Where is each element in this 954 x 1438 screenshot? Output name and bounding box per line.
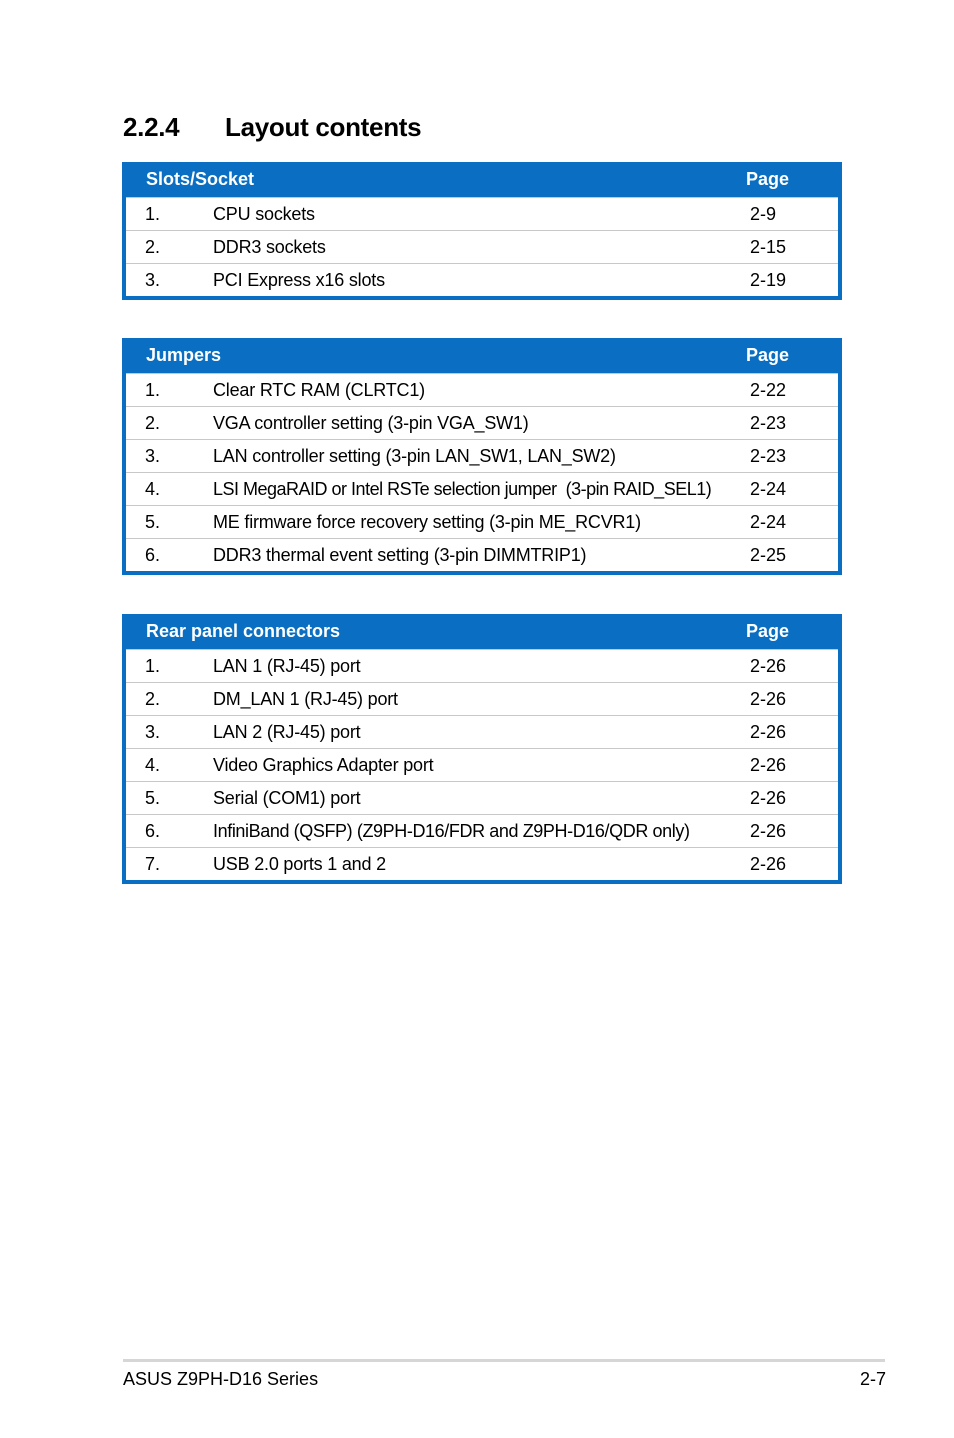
table-row: 6. DDR3 thermal event setting (3-pin DIMMTRIP1) 2-25 [126, 538, 838, 571]
header-title: Slots/Socket [146, 169, 255, 189]
footer-page-number: 2-7 [859, 1369, 886, 1389]
table-row: 3. LAN controller setting (3-pin LAN_SW1, LAN_SW2) 2-23 [126, 439, 838, 472]
table-header [122, 162, 842, 197]
table-row: 2. VGA controller setting (3-pin VGA_SW1) 2-23 [126, 406, 838, 439]
header-title: Jumpers [146, 345, 222, 365]
table-header [122, 614, 842, 649]
table-row: 1. LAN 1 (RJ-45) port 2-26 [126, 649, 838, 682]
table-jumpers [122, 338, 842, 575]
table-row: 5. Serial (COM1) port 2-26 [126, 781, 838, 814]
table-row: 3. LAN 2 (RJ-45) port 2-26 [126, 715, 838, 748]
table-slots-socket [122, 162, 842, 300]
header-page: Page [746, 169, 790, 189]
header-page: Page [746, 345, 790, 365]
footer-divider [123, 1359, 885, 1362]
section-title: Layout contents [225, 112, 422, 142]
table-row: 7. USB 2.0 ports 1 and 2 2-26 [126, 847, 838, 880]
table-row: 3. PCI Express x16 slots 2-19 [126, 263, 838, 296]
table-row: 4. LSI MegaRAID or Intel RSTe selection jumper (3-pin RAID_SEL1) 2-24 [126, 472, 838, 505]
footer-product-name: ASUS Z9PH-D16 Series [123, 1369, 319, 1389]
table-rear-panel-connectors [122, 614, 842, 884]
table-row: 4. Video Graphics Adapter port 2-26 [126, 748, 838, 781]
table-row: 1. Clear RTC RAM (CLRTC1) 2-22 [126, 373, 838, 406]
header-page: Page [746, 621, 790, 641]
section-number: 2.2.4 [123, 112, 180, 142]
section-heading [123, 112, 421, 143]
header-title: Rear panel connectors [146, 621, 341, 641]
table-row: 2. DM_LAN 1 (RJ-45) port 2-26 [126, 682, 838, 715]
table-header [122, 338, 842, 373]
table-row: 1. CPU sockets 2-9 [126, 197, 838, 230]
table-row: 5. ME firmware force recovery setting (3-pin ME_RCVR1) 2-24 [126, 505, 838, 538]
table-row: 2. DDR3 sockets 2-15 [126, 230, 838, 263]
table-row: 6. InfiniBand (QSFP) (Z9PH-D16/FDR and Z9PH-D16/QDR only) 2-26 [126, 814, 838, 847]
